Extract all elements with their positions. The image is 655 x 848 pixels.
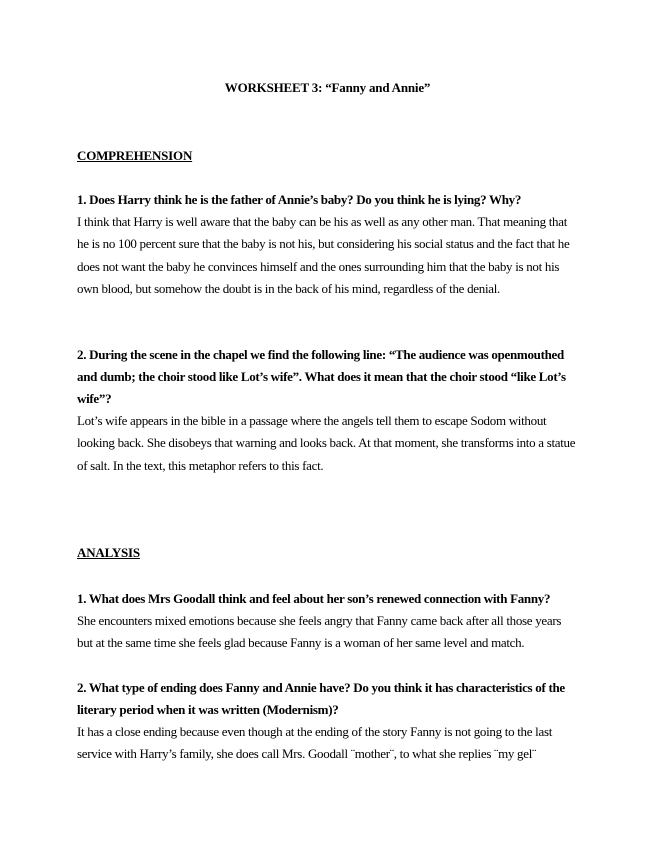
comprehension-question-1: 1. Does Harry think he is the father of Annie’s baby? Do you think he is lying? Why? — [77, 192, 522, 207]
comprehension-answer-1: I think that Harry is well aware that the baby can be his as well as any other man. That meaning that he is no 100 percent sure that the baby is not his, but considering his social status and the fact that he does not want the baby he convinces himself and the ones surrounding him that the baby is not his own blood, but somehow the doubt is in the back of his mind, regardless of the denial. — [77, 214, 570, 296]
analysis-question-1: 1. What does Mrs Goodall think and feel about her son’s renewed connection with Fanny? — [77, 591, 551, 606]
section-heading-analysis: ANALYSIS — [77, 545, 140, 560]
analysis-answer-1: She encounters mixed emotions because she feels angry that Fanny came back after all those years but at the same time she feels glad because Fanny is a woman of her same level and match. — [77, 613, 562, 651]
section-heading-comprehension: COMPREHENSION — [77, 148, 193, 163]
comprehension-answer-2: Lot’s wife appears in the bible in a passage where the angels tell them to escape Sodom without looking back. She disobeys that warning and looks back. At that moment, she transforms into a statue of salt. In the text, this metaphor refers to this fact. — [77, 413, 576, 473]
comprehension-question-2: 2. During the scene in the chapel we find the following line: “The audience was openmouthed and dumb; the choir stood like Lot’s wife”. What does it mean that the choir stood “like Lot’s wife”? — [77, 347, 566, 406]
analysis-answer-2: It has a close ending because even though at the ending of the story Fanny is not going to the last service with Harry’s family, she does call Mrs. Goodall ¨mother¨, to what she replies ¨my gel¨ — [77, 724, 553, 762]
analysis-question-2: 2. What type of ending does Fanny and Annie have? Do you think it has characteristics of the literary period when it was written (Modernism)? — [77, 680, 565, 717]
worksheet-title: WORKSHEET 3: “Fanny and Annie” — [224, 80, 431, 95]
